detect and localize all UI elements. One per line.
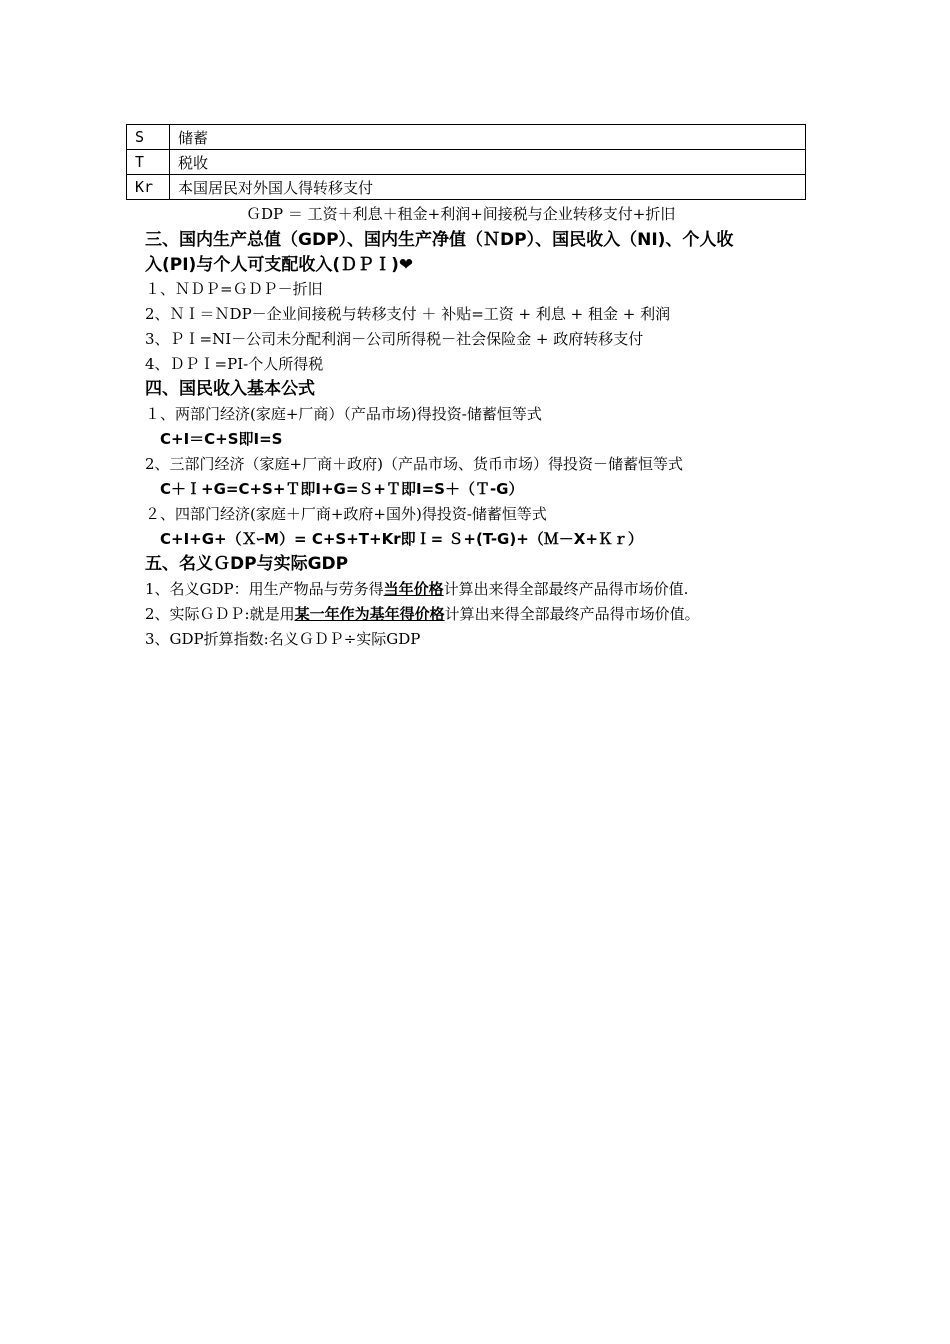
symbol-cell: T	[127, 150, 170, 175]
symbol-table	[126, 124, 806, 200]
section3-item-2: 2、ＮＩ＝ＮDP－企业间接税与转移支付 ＋ 补贴=工资 + 利息 + 租金 + 利润	[145, 305, 671, 323]
section4-item-2: 2、三部门经济（家庭+厂商＋政府)（产品市场、货币市场）得投资－储蓄恒等式	[145, 455, 683, 473]
section5-item-1	[145, 577, 688, 601]
symbol-cell: Kr	[127, 175, 170, 200]
section5-title: 五、名义ＧDP与实际GDP	[145, 554, 349, 574]
section5-item-2-emphasis: 某一年作为基年得价格	[294, 605, 445, 623]
meaning-cell: 税收	[170, 150, 806, 175]
meaning-cell: 本国居民对外国人得转移支付	[170, 175, 806, 200]
table-row	[127, 125, 806, 150]
meaning-cell: 储蓄	[170, 125, 806, 150]
section4-title: 四、国民收入基本公式	[145, 379, 315, 399]
section4-item-3: ２、四部门经济(家庭＋厂商+政府+国外)得投资-储蓄恒等式	[145, 505, 547, 523]
section3-item-3: 3、ＰＩ=NI－公司未分配利润－公司所得税－社会保险金 + 政府转移支付	[145, 330, 644, 348]
gdp-formula: ＧDP ＝ 工资＋利息＋租金+利润+间接税与企业转移支付+折旧	[246, 205, 676, 223]
section5-item-3: 3、GDP折算指数:名义ＧＤＰ÷实际GDP	[145, 630, 421, 648]
section4-item-1: １、两部门经济(家庭+厂商）（产品市场)得投资-储蓄恒等式	[145, 405, 542, 423]
section3-title-line2: 入(PI)与个人可支配收入(ＤＰＩ)❤	[145, 255, 414, 275]
section4-formula-1: C+I＝C+S即I=S	[160, 430, 283, 448]
section5-item-1-emphasis: 当年价格	[383, 580, 444, 598]
section3-item-4: 4、ＤＰＩ=PI-个人所得税	[145, 355, 324, 373]
section5-item-2-prefix: 2、实际ＧＤＰ:就是用	[145, 605, 295, 623]
section5-item-1-prefix: 1、名义GDP：用生产物品与劳务得	[145, 580, 384, 598]
section5-item-1-suffix: 计算出来得全部最终产品得市场价值.	[443, 580, 689, 598]
section3-title-line1: 三、国内生产总值（GDP）、国内生产净值（ＮDP）、国民收入（NI)、个人收	[145, 230, 734, 250]
section3-item-1: １、ＮＤＰ=ＧＤＰ－折旧	[145, 280, 323, 298]
section5-item-2-suffix: 计算出来得全部最终产品得市场价值。	[444, 605, 700, 623]
section5-item-2	[145, 602, 700, 626]
table-row	[127, 150, 806, 175]
section4-formula-3: C+I+G+（ＸｰM）= C+S+T+Kr即Ｉ= Ｓ+(T-G)+（Ｍ－X+Ｋｒ）	[160, 530, 643, 548]
symbol-cell: S	[127, 125, 170, 150]
section4-formula-2: C＋Ｉ+G=C+S+Ｔ即I+G=Ｓ+Ｔ即I=S＋（Ｔ-G）	[160, 480, 524, 498]
table-row	[127, 175, 806, 200]
